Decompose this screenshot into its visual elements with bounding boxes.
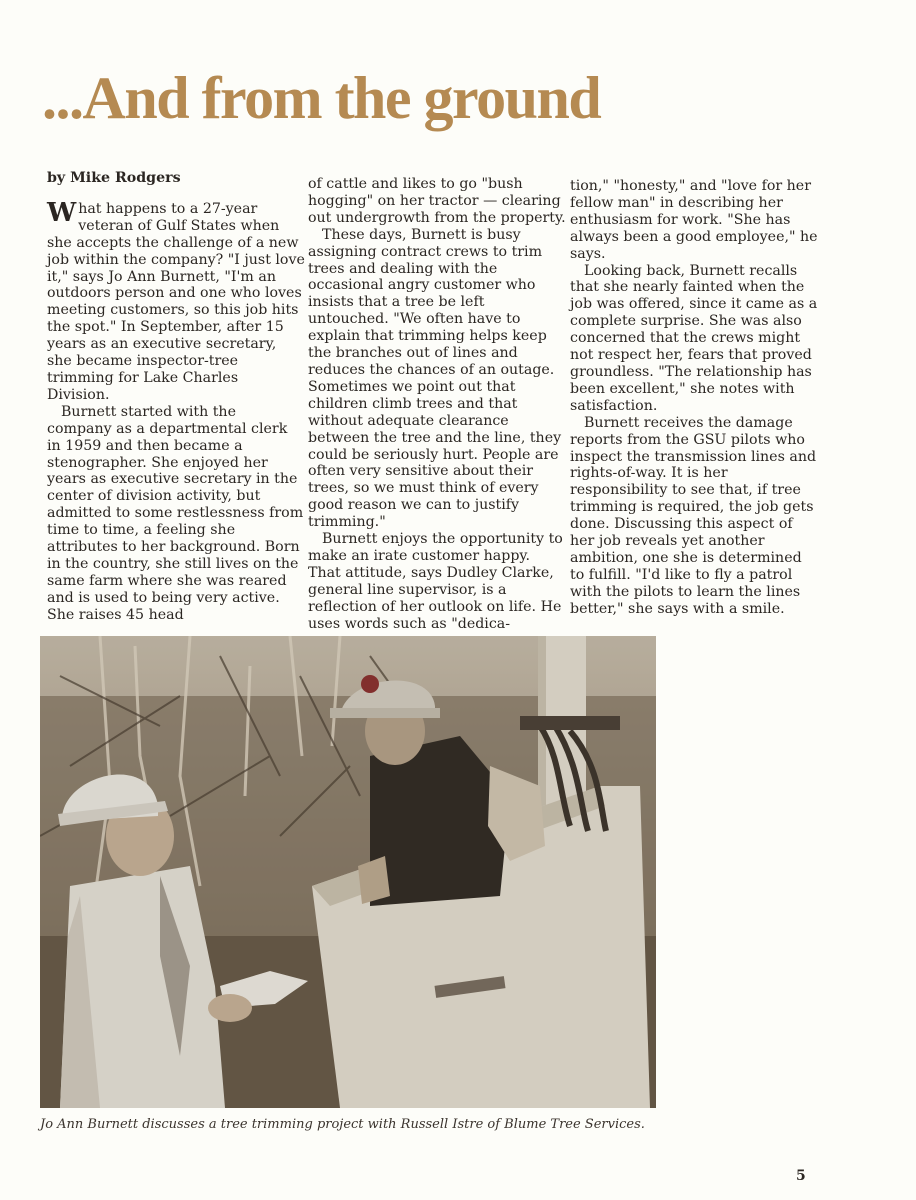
byline: by Mike Rodgers — [47, 170, 181, 186]
paragraph-text: hat happens to a 27-year veteran of Gulf States when she accepts the challenge of a new job within the company? "I just love it," says Jo Ann Burnett, "I'm an outdoors person and one who loves meeting customers, so this job hits the spot." In September, after 15 years as an executive secretary, she became inspector-tree trimming for Lake Charles Division. — [47, 200, 305, 403]
paragraph: Burnett receives the damage reports from the GSU pilots who inspect the transmission lines and rights-of-way. It is her responsibility to see that, if tree trimming is required, the job gets done. Discussing this aspect of her job reveals yet another ambition, one she is determined to fulfill. "I'd like to fly a patrol with the pilots to learn the lines better," she says with a smile. — [570, 414, 817, 617]
article-column-3 — [570, 178, 820, 618]
paragraph: Burnett started with the company as a departmental clerk in 1959 and then became a stenographer. She enjoyed her years as executive secretary in the center of division activity, but admitted to some restlessness from time to time, a feeling she attributes to her background. Born in the country, she still lives on the same farm where she was reared and is used to being very active. She raises 45 head — [47, 403, 304, 623]
paragraph: Looking back, Burnett recalls that she nearly fainted when the job was offered, since it came as a complete surprise. She was also concerned that the crews might not respect her, fears that proved groundless. "The relationship has been excellent," she notes with satisfaction. — [570, 262, 818, 414]
article-title: ...And from the ground — [42, 65, 601, 131]
paragraph: These days, Burnett is busy assigning contract crews to trim trees and dealing with the occasional angry customer who insists that a tree be left untouched. "We often have to explain that trimming helps keep the branches out of lines and reduces the chances of an outage. Sometimes we point out that children climb trees and that without adequate clearance between the tree and the line, they could be seriously hurt. People are often very sensitive about their trees, so we must think of every good reason we can to justify trimming." — [308, 226, 562, 531]
article-column-2 — [308, 176, 566, 632]
photo-caption: Jo Ann Burnett discusses a tree trimming project with Russell Istre of Blume Tree Services. — [40, 1117, 645, 1132]
paragraph: Burnett enjoys the opportunity to make an irate customer happy. That attitude, says Dudley Clarke, general line supervisor, is a reflection of her outlook on life. He uses words such as "dedica- — [308, 531, 563, 632]
drop-cap: W — [47, 197, 77, 228]
article-column-1 — [47, 170, 305, 624]
article-photo — [40, 636, 656, 1108]
paragraph: of cattle and likes to go "bush hogging" on her tractor — clearing out undergrowth from the property. — [308, 176, 566, 226]
paragraph: tion," "honesty," and "love for her fellow man" in describing her enthusiasm for work. "She has always been a good employee," he says. — [570, 178, 818, 262]
page-number: 5 — [796, 1168, 806, 1184]
photo-illustration — [40, 636, 656, 1108]
paragraph — [47, 197, 305, 404]
